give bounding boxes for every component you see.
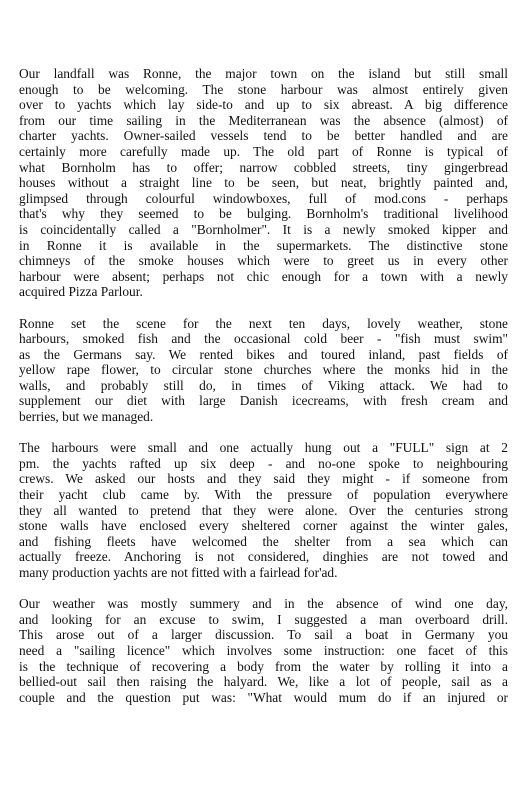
text-line: Our weather was mostly summery and in the absence of wind one day,	[19, 596, 508, 612]
text-line: need a "sailing licence" which involves some instruction: one facet of this	[19, 642, 508, 658]
text-line: couple and the question put was: "What would mum do if an injured or	[19, 689, 508, 705]
text-line: enough to be welcoming. The stone harbour was almost entirely given	[19, 81, 508, 97]
text-line: their yacht club came by. With the pressure of population everywhere	[19, 487, 508, 503]
paragraph-ronne-scene	[19, 316, 508, 425]
text-line: stone walls have enclosed every sheltered corner against the winter gales,	[19, 518, 508, 534]
text-line: over to yachts which lay side-to and up to six abreast. A big difference	[19, 97, 508, 113]
text-line: in Ronne it is available in the supermarkets. The distinctive stone	[19, 237, 508, 253]
text-line: is coincidentally called a "Bornholmer". It is a newly smoked kipper and	[19, 221, 508, 237]
text-line: crews. We asked our hosts and they said they might - if someone from	[19, 471, 508, 487]
text-line: Our landfall was Ronne, the major town on the island but still small	[19, 66, 508, 81]
text-line: certainly more carefully made up. The old part of Ronne is typical of	[19, 143, 508, 159]
text-line: yellow rape flower, to circular stone churches where the monks hid in the	[19, 362, 508, 378]
text-line: chimneys of the smoke houses which were to greet us in every other	[19, 253, 508, 269]
text-line: pm. the yachts rafted up six deep - and no-one spoke to neighbouring	[19, 455, 508, 471]
paragraph-man-overboard	[19, 596, 508, 705]
text-line: berries, but we managed.	[19, 409, 154, 425]
paragraph-ronne-landfall	[19, 66, 508, 300]
text-line: is the technique of recovering a body from the water by rolling it into a	[19, 658, 508, 674]
text-line: actually freeze. Anchoring is not considered, dinghies are not towed and	[19, 549, 508, 565]
text-line: charter yachts. Owner-sailed vessels tend to be better handled and are	[19, 128, 508, 144]
text-line: harbour were absent; perhaps not chic enough for a town with a newly	[19, 268, 508, 284]
text-line: that's why they seemed to be bulging. Bornholm's traditional livelihood	[19, 206, 508, 222]
text-line: This arose out of a larger discussion. To sail a boat in Germany you	[19, 627, 508, 643]
text-line: they all wanted to pretend that they were alone. Over the centuries strong	[19, 502, 508, 518]
text-line: The harbours were small and one actually hung out a "FULL" sign at 2	[19, 440, 508, 456]
text-line: many production yachts are not fitted with a fairlead for'ad.	[19, 565, 338, 580]
text-line: walls, and probably still do, in times of Viking attack. We had to	[19, 377, 508, 393]
text-line: what Bornholm has to offer; narrow cobbled streets, tiny gingerbread	[19, 159, 508, 175]
text-line: bellied-out sail then raising the halyard. We, like a lot of people, sail as a	[19, 674, 508, 690]
text-line: as the Germans say. We rented bikes and toured inland, past fields of	[19, 346, 508, 362]
text-line: harbours, smoked fish and the occasional cold beer - "fish must swim"	[19, 331, 508, 347]
document-page	[19, 66, 508, 721]
text-line: glimpsed through colourful windowboxes, full of mod.cons - perhaps	[19, 190, 508, 206]
text-line: from our time sailing in the Mediterranean was the absence (almost) of	[19, 112, 508, 128]
text-line: Ronne set the scene for the next ten days, lovely weather, stone	[19, 315, 508, 331]
text-line: supplement our diet with large Danish icecreams, with fresh cream and	[19, 393, 508, 409]
paragraph-harbours	[19, 440, 508, 580]
text-line: and fishing fleets have welcomed the shelter from a sea which can	[19, 533, 508, 549]
text-line: and looking for an excuse to swim, I suggested a man overboard drill.	[19, 611, 508, 627]
text-line: houses without a straight line to be seen, but neat, brightly painted and,	[19, 175, 508, 191]
text-line: acquired Pizza Parlour.	[19, 284, 143, 300]
